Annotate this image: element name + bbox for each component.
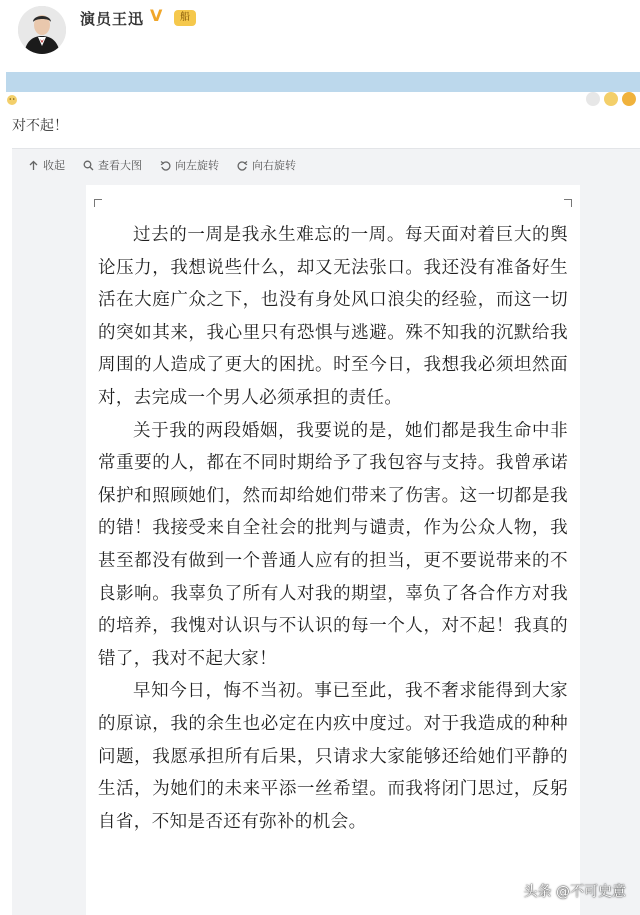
- top-band: [6, 72, 640, 92]
- collapse-button[interactable]: [28, 157, 65, 173]
- watermark: 头条 @不可史意: [523, 884, 626, 900]
- viewer-toolbar: [28, 157, 296, 173]
- image-viewer-panel: [12, 148, 640, 915]
- collapse-label: 收起: [43, 159, 65, 172]
- reaction-icon[interactable]: [586, 92, 600, 106]
- statement-text: [98, 219, 568, 838]
- reaction-icon[interactable]: [622, 92, 636, 106]
- rotate-right-icon: [237, 160, 248, 171]
- statement-paragraph: 关于我的两段婚姻，我要说的是，她们都是我生命中非常重要的人，都在不同时期给予了我包容与支持。我曾承诺保护和照顾她们，然而却给她们带来了伤害。这一切都是我的错！我接受来自全社会的批判与谴责，作为公众人物，我甚至都没有做到一个普通人应有的担当，更不要说带来的不良影响。我辜负了所有人对我的期望，辜负了各合作方对我的培养，我愧对认识与不认识的每一个人，对不起！我真的错了，我对不起大家！: [98, 420, 568, 669]
- collapse-icon: [28, 160, 39, 171]
- avatar[interactable]: [18, 6, 66, 54]
- statement-paragraph: 早知今日，悔不当初。事已至此，我不奢求能得到大家的原谅，我的余生也必定在内疚中度过。对于我造成的种种问题，我愿承担所有后果，只请求大家能够还给她们平静的生活，为她们的未来平添一丝希望。而我将闭门思过，反躬自省，不知是否还有弥补的机会。: [98, 681, 568, 832]
- magnifier-icon: [83, 160, 94, 171]
- statement-paragraph: 过去的一周是我永生难忘的一周。每天面对着巨大的舆论压力，我想说些什么，却又无法张口。我还没有准备好生活在大庭广众之下，也没有身处风口浪尖的经验，而这一切的突如其来，我心里只有恐惧与逃避。殊不知我的沉默给我周围的人造成了更大的困扰。时至今日，我想我必须坦然面对，去完成一个男人必须承担的责任。: [98, 225, 568, 408]
- rotate-left-icon: [160, 160, 171, 171]
- sub-strip: [0, 92, 640, 110]
- view-large-button[interactable]: [83, 157, 142, 173]
- view-large-label: 查看大图: [98, 159, 142, 172]
- crop-corner: [94, 199, 102, 207]
- post-header: [0, 0, 640, 72]
- crop-corner: [564, 199, 572, 207]
- reaction-icon[interactable]: [604, 92, 618, 106]
- username[interactable]: 演员王迅: [80, 10, 145, 28]
- verified-icon: V: [150, 6, 163, 25]
- rotate-left-label: 向左旋转: [175, 159, 219, 172]
- reaction-icons: [586, 92, 636, 106]
- rotate-right-button[interactable]: [237, 157, 296, 173]
- post-text: 对不起！: [12, 118, 68, 134]
- statement-image[interactable]: [86, 185, 580, 915]
- rotate-left-button[interactable]: [160, 157, 219, 173]
- level-badge-icon: 船: [174, 10, 196, 26]
- emoji-icon: [6, 94, 18, 106]
- rotate-right-label: 向右旋转: [252, 159, 296, 172]
